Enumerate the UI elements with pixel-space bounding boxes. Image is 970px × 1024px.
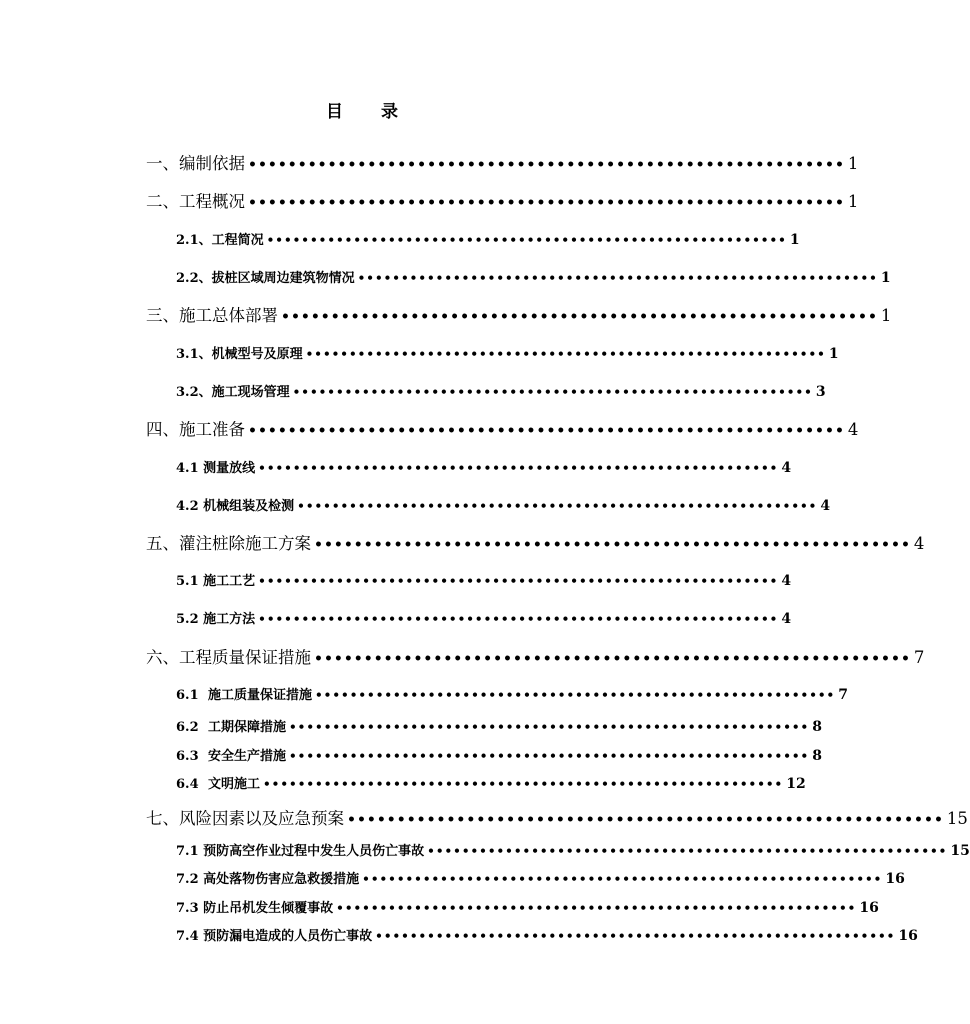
dot-leader: •••••••••••••••••••••••••••••••••••••••••••••••••••••••••••• [258, 612, 779, 626]
toc-entry-label: 5.2 施工方法 [176, 612, 256, 627]
toc-entry-label: 五、灌注桩除施工方案 [146, 534, 311, 553]
dot-leader: •••••••••••••••••••••••••••••••••••••••••••••••••••••••••••• [289, 749, 810, 763]
dot-leader: •••••••••••••••••••••••••••••••••••••••••••••••••••••••••••• [362, 872, 883, 886]
dot-leader: •••••••••••••••••••••••••••••••••••••••••••••••••••••••••••• [258, 461, 779, 475]
toc-entry-label: 3.1、机械型号及原理 [176, 347, 303, 362]
toc-entry-4-2[interactable] [176, 495, 831, 514]
toc-title: 目 录 [326, 102, 414, 122]
dot-leader: •••••••••••••••••••••••••••••••••••••••••••••••••••••••••••• [297, 499, 818, 513]
toc-entry-page: 8 [812, 748, 822, 764]
toc-entry-label: 7.2 高处落物伤害应急救援措施 [176, 872, 360, 887]
toc-entry-label: 4.2 机械组装及检测 [176, 499, 295, 514]
toc-entry-label: 7.3 防止吊机发生倾覆事故 [176, 901, 334, 916]
toc-entry-label: 7.4 预防漏电造成的人员伤亡事故 [176, 929, 373, 944]
toc-entry-page: 4 [781, 611, 792, 627]
toc-entry-2-2[interactable] [176, 267, 891, 286]
toc-entry-label: 三、施工总体部署 [146, 306, 278, 325]
toc-entry-page: 4 [820, 498, 831, 514]
toc-entry-number: 6.3 [176, 749, 199, 764]
toc-entry-label: 5.1 施工工艺 [176, 574, 256, 589]
toc-entry-number: 6.2 [176, 720, 199, 735]
toc-entry-label [176, 684, 312, 703]
toc-entry-7-1[interactable] [176, 840, 970, 859]
toc-entry-page: 16 [859, 900, 879, 916]
toc-entry-label: 一、编制依据 [146, 154, 245, 173]
toc-entry-label: 7.1 预防高空作业过程中发生人员伤亡事故 [176, 844, 425, 859]
toc-entry-label [176, 716, 286, 735]
dot-leader: •••••••••••••••••••••••••••••••••••••••••••••••••••••••••••• [263, 777, 784, 791]
toc-entry-text: 工期保障措施 [208, 720, 287, 735]
toc-entry-label: 2.1、工程简况 [176, 233, 264, 248]
dot-leader: •••••••••••••••••••••••••••••••••••••••••••••••••••••••••••• [314, 537, 911, 553]
toc-entry-7[interactable] [146, 805, 968, 829]
toc-entry-4[interactable] [146, 416, 859, 440]
toc-entry-1[interactable] [146, 150, 859, 174]
dot-leader: •••••••••••••••••••••••••••••••••••••••••••••••••••••••••••• [248, 195, 845, 211]
toc-entry-page: 1 [847, 192, 859, 211]
toc-entry-page: 8 [812, 719, 822, 735]
dot-leader: •••••••••••••••••••••••••••••••••••••••••••••••••••••••••••• [357, 271, 878, 285]
toc-entry-label: 2.2、拔桩区域周边建筑物情况 [176, 271, 355, 286]
dot-leader: •••••••••••••••••••••••••••••••••••••••••••••••••••••••••••• [375, 929, 896, 943]
toc-entry-page: 1 [828, 346, 839, 362]
toc-entry-label: 四、施工准备 [146, 420, 245, 439]
toc-entry-text: 施工质量保证措施 [208, 688, 313, 703]
toc-entry-5-2[interactable] [176, 608, 792, 627]
toc-entry-7-4[interactable] [176, 925, 918, 944]
dot-leader: •••••••••••••••••••••••••••••••••••••••••••••••••••••••••••• [314, 651, 911, 667]
toc-entry-page: 7 [838, 687, 848, 703]
toc-entry-page: 1 [880, 270, 891, 286]
toc-entry-number: 6.1 [176, 688, 199, 703]
toc-entry-page: 4 [781, 573, 792, 589]
toc-entry-6[interactable] [146, 644, 925, 668]
toc-entry-label: 二、工程概况 [146, 192, 245, 211]
toc-entry-6-2[interactable] [176, 716, 822, 735]
toc-entry-page: 4 [847, 420, 859, 439]
toc-entry-text: 文明施工 [208, 777, 261, 792]
toc-entry-text: 安全生产措施 [208, 749, 287, 764]
dot-leader: •••••••••••••••••••••••••••••••••••••••••••••••••••••••••••• [305, 347, 826, 361]
toc-entry-7-3[interactable] [176, 897, 879, 916]
toc-entry-6-1[interactable] [176, 684, 848, 703]
dot-leader: •••••••••••••••••••••••••••••••••••••••••••••••••••••••••••• [266, 233, 787, 247]
toc-entry-page: 7 [913, 648, 925, 667]
dot-leader: •••••••••••••••••••••••••••••••••••••••••••••••••••••••••••• [281, 309, 878, 325]
dot-leader: •••••••••••••••••••••••••••••••••••••••••••••••••••••••••••• [248, 157, 845, 173]
toc-entry-page: 15 [950, 843, 970, 859]
toc-entry-5[interactable] [146, 530, 925, 554]
dot-leader: •••••••••••••••••••••••••••••••••••••••••••••••••••••••••••• [336, 901, 857, 915]
toc-entry-page: 1 [847, 154, 859, 173]
dot-leader: •••••••••••••••••••••••••••••••••••••••••••••••••••••••••••• [289, 720, 810, 734]
toc-entry-label: 3.2、施工现场管理 [176, 385, 290, 400]
toc-entry-page: 3 [815, 384, 826, 400]
toc-entry-label [176, 773, 260, 792]
toc-entry-page: 4 [781, 460, 792, 476]
toc-entry-page: 1 [789, 232, 800, 248]
toc-entry-label: 4.1 测量放线 [176, 461, 256, 476]
toc-entry-3-2[interactable] [176, 381, 826, 400]
toc-entry-5-1[interactable] [176, 570, 792, 589]
dot-leader: •••••••••••••••••••••••••••••••••••••••••••••••••••••••••••• [347, 812, 944, 828]
toc-entry-6-3[interactable] [176, 745, 822, 764]
toc-entry-page: 1 [880, 306, 892, 325]
toc-entry-3[interactable] [146, 302, 892, 326]
toc-entry-page: 15 [946, 809, 968, 828]
toc-entry-7-2[interactable] [176, 868, 905, 887]
dot-leader: •••••••••••••••••••••••••••••••••••••••••••••••••••••••••••• [258, 574, 779, 588]
toc-entry-label: 六、工程质量保证措施 [146, 648, 311, 667]
toc-entry-2-1[interactable] [176, 229, 800, 248]
toc-entry-4-1[interactable] [176, 457, 792, 476]
dot-leader: •••••••••••••••••••••••••••••••••••••••••••••••••••••••••••• [315, 688, 836, 702]
toc-entry-page: 12 [786, 776, 806, 792]
toc-entry-3-1[interactable] [176, 343, 839, 362]
toc-entry-label: 七、风险因素以及应急预案 [146, 809, 344, 828]
dot-leader: •••••••••••••••••••••••••••••••••••••••••••••••••••••••••••• [248, 423, 845, 439]
toc-entry-page: 16 [898, 928, 918, 944]
toc-entry-label [176, 745, 286, 764]
toc-entry-page: 4 [913, 534, 925, 553]
toc-entry-2[interactable] [146, 188, 859, 212]
dot-leader: •••••••••••••••••••••••••••••••••••••••••••••••••••••••••••• [292, 385, 813, 399]
toc-entry-page: 16 [885, 871, 905, 887]
dot-leader: •••••••••••••••••••••••••••••••••••••••••••••••••••••••••••• [427, 844, 948, 858]
toc-entry-6-4[interactable] [176, 773, 806, 792]
toc-entry-number: 6.4 [176, 777, 199, 792]
